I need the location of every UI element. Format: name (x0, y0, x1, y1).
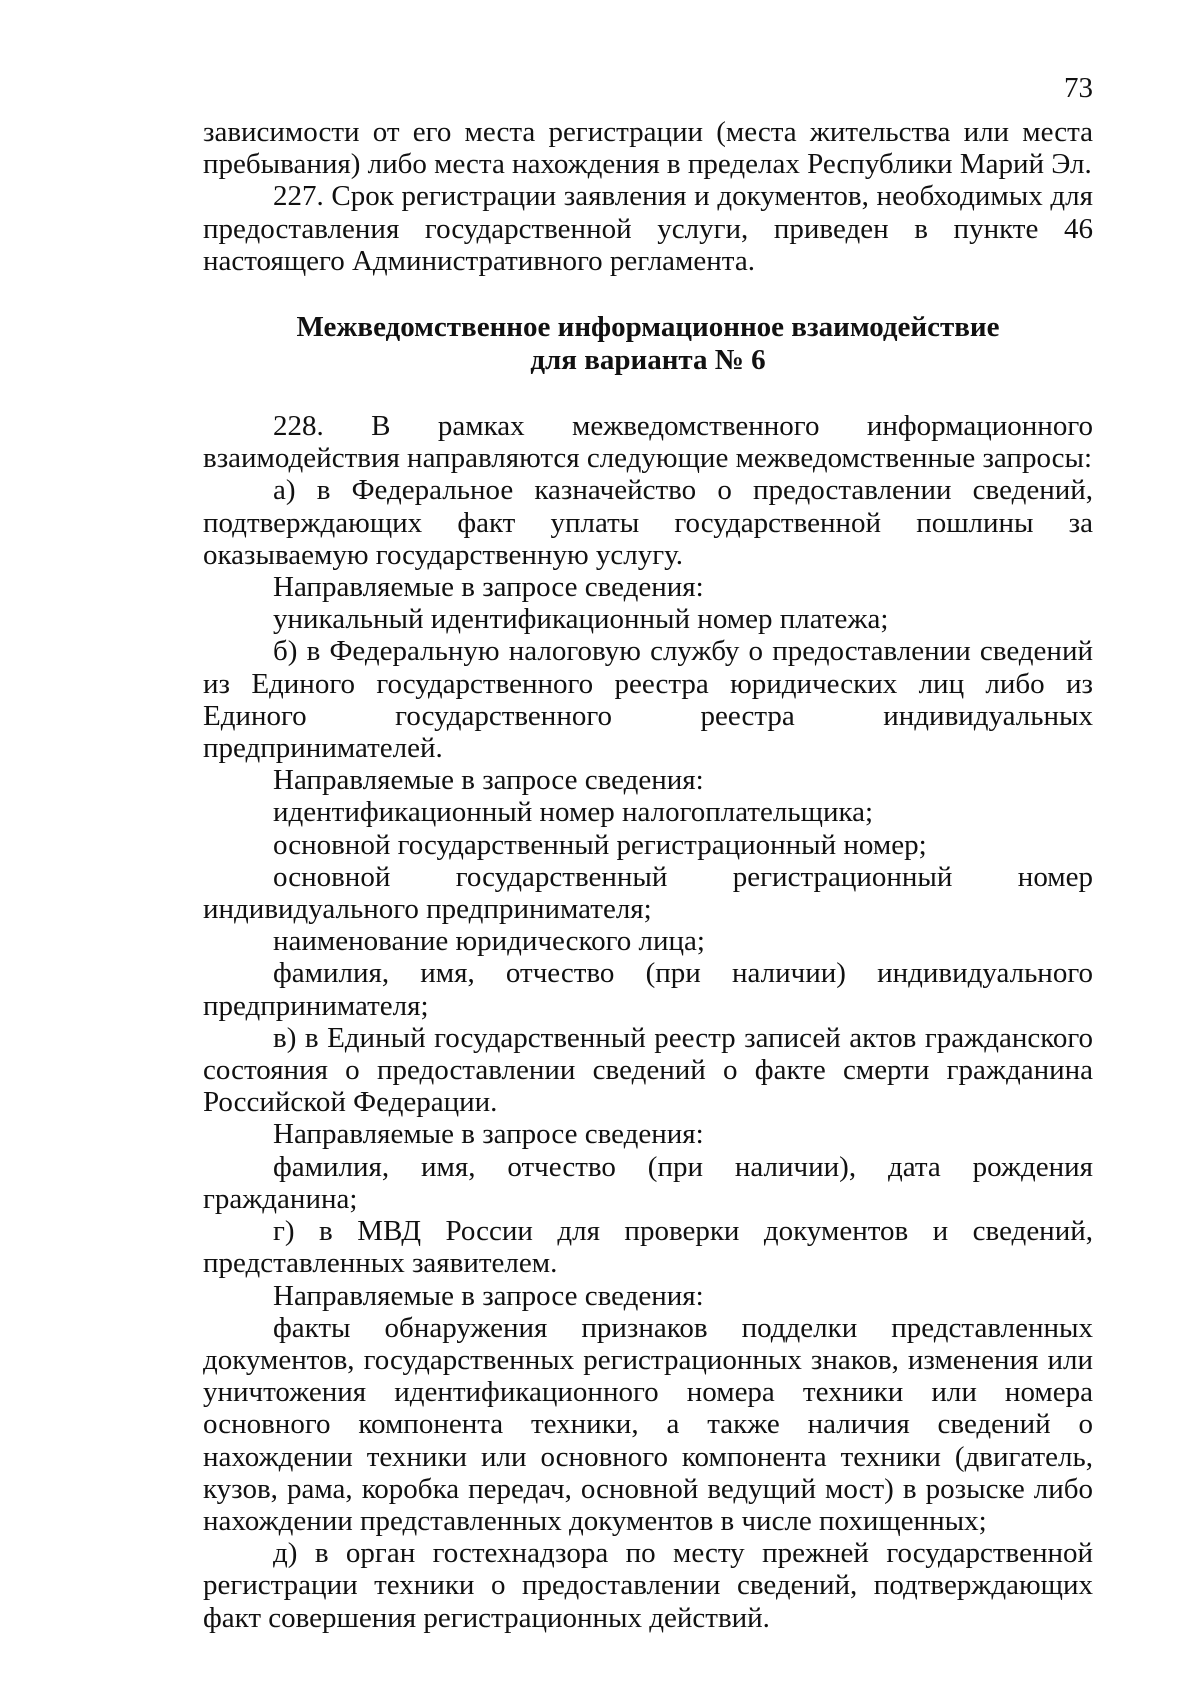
section-heading-line-2: для варианта № 6 (530, 344, 766, 377)
paragraph-item-a: а) в Федеральное казначейство о предоставлении сведений, подтверждающих факт уплаты государственной пошлины за оказываемую государственную услугу. (203, 474, 1093, 571)
page-number: 73 (1064, 72, 1093, 104)
section-heading (203, 311, 1093, 377)
paragraph-item-d: д) в орган гостехнадзора по месту прежней государственной регистрации техники о предоставлении сведений, подтверждающих факт совершения регистрационных действий. (203, 1537, 1093, 1634)
paragraph-list-entry: основной государственный регистрационный номер индивидуального предпринимателя; (203, 860, 1093, 926)
paragraph-list-entry: фамилия, имя, отчество (при наличии), дата рождения гражданина; (203, 1150, 1093, 1215)
paragraph-item-g: г) в МВД России для проверки документов и сведений, представленных заявителем. (203, 1215, 1093, 1280)
paragraph-list-entry: основной государственный регистрационный номер; (273, 828, 927, 861)
paragraph-continuation: зависимости от его места регистрации (места жительства или места пребывания) либо места нахождения в пределах Республики Марий Эл. (203, 116, 1093, 181)
paragraph-request-info-label: Направляемые в запросе сведения: (273, 1118, 704, 1151)
paragraph-list-entry: наименование юридического лица; (273, 925, 705, 958)
section-heading-line-1: Межведомственное информационное взаимодействие (296, 311, 1000, 344)
paragraph-item-b: б) в Федеральную налоговую службу о предоставлении сведений из Единого государственного реестра юридических лиц либо из Единого государственного реестра индивидуальных предпринимателей. (203, 635, 1093, 765)
paragraph-request-info-label: Направляемые в запросе сведения: (273, 1279, 704, 1312)
paragraph-list-entry: идентификационный номер налогоплательщика; (273, 796, 874, 829)
document-body (203, 116, 1093, 1634)
paragraph-request-info-label: Направляемые в запросе сведения: (273, 571, 704, 604)
paragraph-item-v: в) в Единый государственный реестр записей актов гражданского состояния о предоставлении сведений о факте смерти гражданина Российской Федерации. (203, 1021, 1093, 1119)
paragraph-228: 228. В рамках межведомственного информационного взаимодействия направляются следующие межведомственные запросы: (203, 410, 1093, 475)
paragraph-227: 227. Срок регистрации заявления и документов, необходимых для предоставления государственной услуги, приведен в пункте 46 настоящего Административного регламента. (203, 180, 1093, 277)
paragraph-list-entry: уникальный идентификационный номер платежа; (273, 603, 889, 636)
paragraph-list-entry: фамилия, имя, отчество (при наличии) индивидуального предпринимателя; (203, 957, 1093, 1022)
paragraph-request-info-label: Направляемые в запросе сведения: (273, 764, 704, 797)
paragraph-list-entry: факты обнаружения признаков подделки представленных документов, государственных регистрационных знаков, изменения или уничтожения идентификационного номера техники или номера основного компонента техники, а также наличия сведений о нахождении техники или основного компонента техники (двигатель, кузов, рама, коробка передач, основной ведущий мост) в розыске либо нахождении представленных документов в числе похищенных; (203, 1311, 1093, 1537)
